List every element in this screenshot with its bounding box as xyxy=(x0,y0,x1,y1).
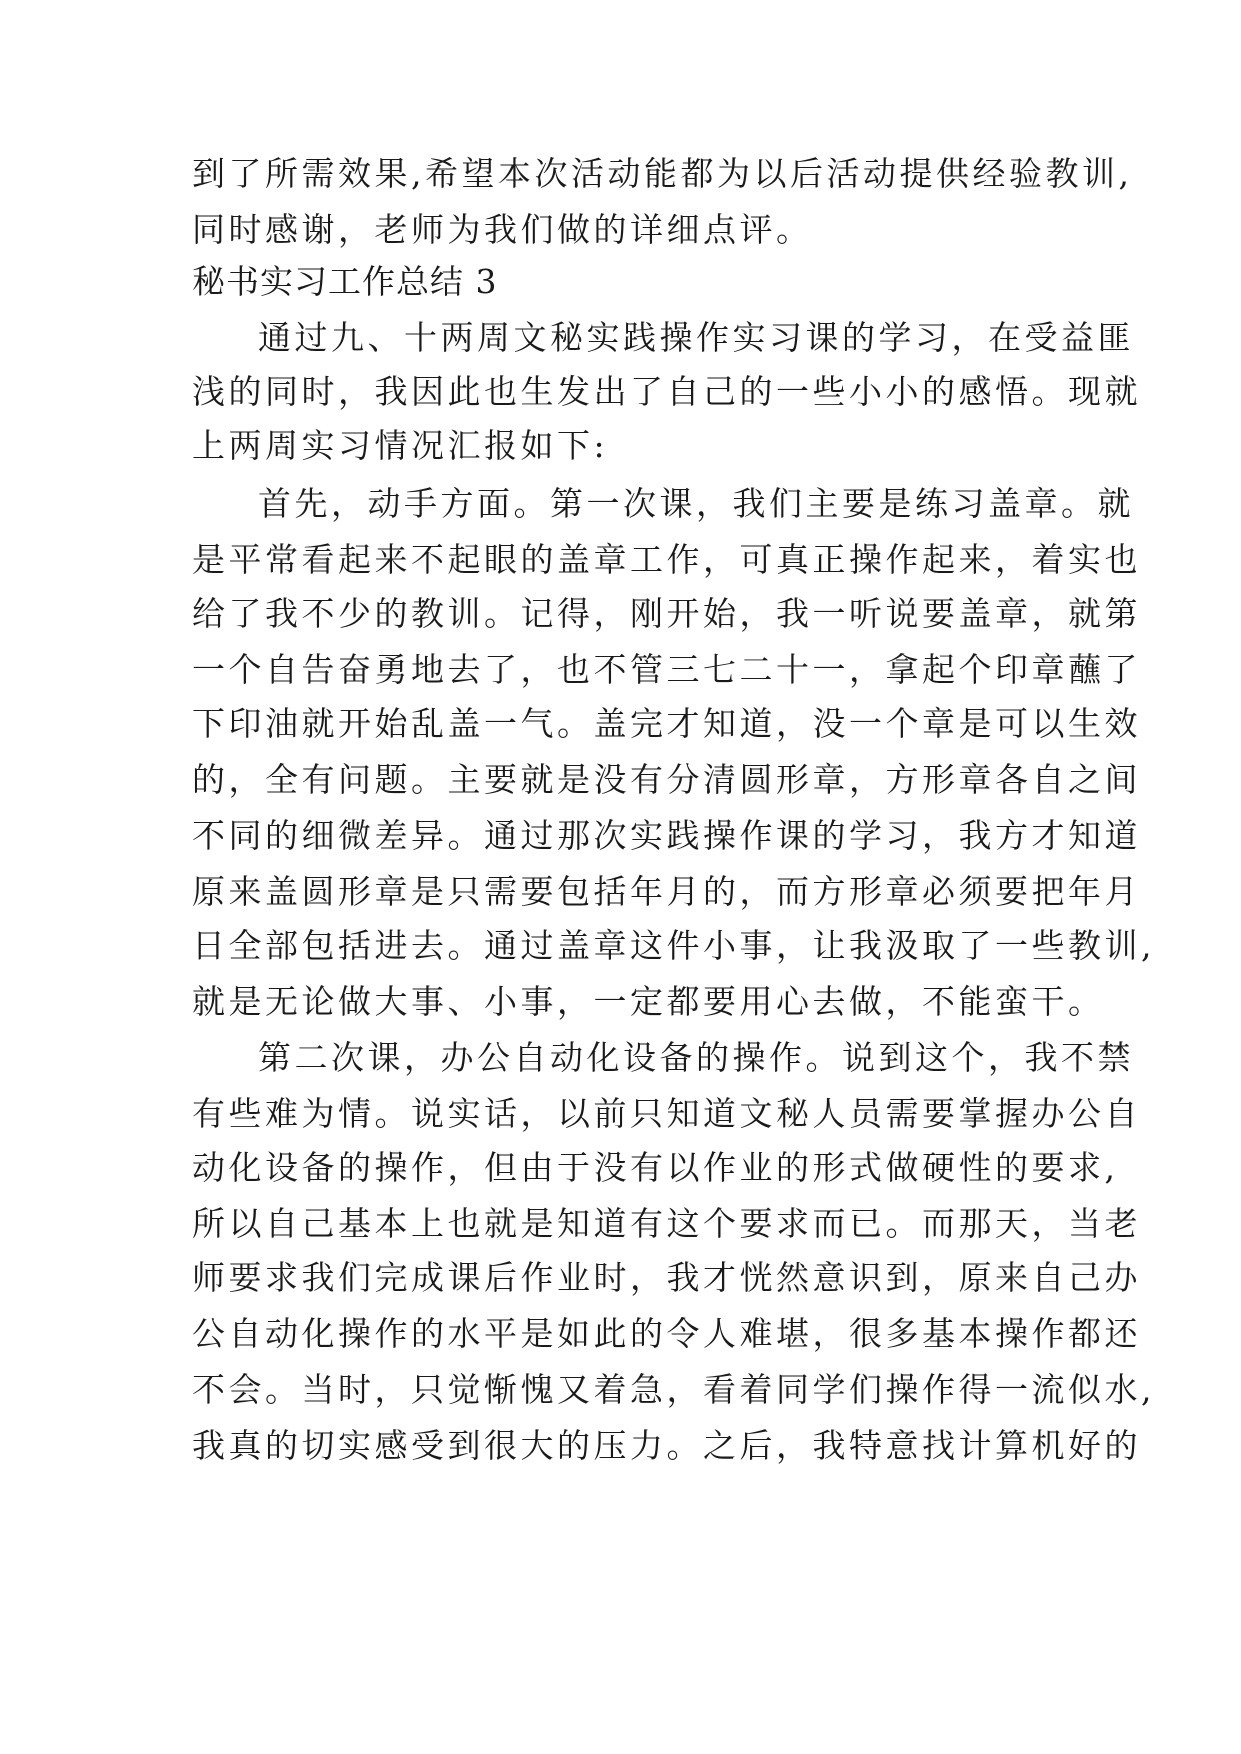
paragraph2-line-7: 不同的细微差异。通过那次实践操作课的学习，我方才知道 xyxy=(192,816,1141,855)
paragraph2-line-1: 首先，动手方面。第一次课，我们主要是练习盖章。就 xyxy=(258,484,1134,523)
section-heading: 秘书实习工作总结 3 xyxy=(192,262,498,301)
paragraph1-line-1: 通过九、十两周文秘实践操作实习课的学习，在受益匪 xyxy=(258,318,1134,357)
paragraph3-line-5: 师要求我们完成课后作业时，我才恍然意识到，原来自己办 xyxy=(192,1258,1141,1297)
intro-line-1: 到了所需效果,希望本次活动能都为以后活动提供经验教训, xyxy=(192,154,1133,193)
paragraph3-line-1: 第二次课，办公自动化设备的操作。说到这个，我不禁 xyxy=(258,1038,1134,1077)
paragraph2-line-3: 给了我不少的教训。记得，刚开始，我一听说要盖章，就第 xyxy=(192,594,1141,633)
paragraph3-line-4: 所以自己基本上也就是知道有这个要求而已。而那天，当老 xyxy=(192,1204,1141,1243)
paragraph2-line-4: 一个自告奋勇地去了，也不管三七二十一，拿起个印章蘸了 xyxy=(192,650,1141,689)
paragraph3-line-2: 有些难为情。说实话，以前只知道文秘人员需要掌握办公自 xyxy=(192,1094,1141,1133)
paragraph2-line-2: 是平常看起来不起眼的盖章工作，可真正操作起来，着实也 xyxy=(192,540,1141,579)
paragraph1-line-2: 浅的同时，我因此也生发出了自己的一些小小的感悟。现就 xyxy=(192,372,1141,411)
paragraph3-line-7: 不会。当时，只觉惭愧又着急，看着同学们操作得一流似水, xyxy=(192,1370,1155,1409)
paragraph3-line-3: 动化设备的操作，但由于没有以作业的形式做硬性的要求, xyxy=(192,1148,1119,1187)
paragraph3-line-8: 我真的切实感受到很大的压力。之后，我特意找计算机好的 xyxy=(192,1426,1141,1465)
intro-line-2: 同时感谢，老师为我们做的详细点评。 xyxy=(192,210,813,249)
paragraph2-line-5: 下印油就开始乱盖一气。盖完才知道，没一个章是可以生效 xyxy=(192,704,1141,743)
paragraph3-line-6: 公自动化操作的水平是如此的令人难堪，很多基本操作都还 xyxy=(192,1314,1141,1353)
paragraph2-line-9: 日全部包括进去。通过盖章这件小事，让我汲取了一些教训, xyxy=(192,926,1155,965)
paragraph2-line-8: 原来盖圆形章是只需要包括年月的，而方形章必须要把年月 xyxy=(192,872,1141,911)
paragraph2-line-6: 的，全有问题。主要就是没有分清圆形章，方形章各自之间 xyxy=(192,760,1141,799)
paragraph2-line-10: 就是无论做大事、小事，一定都要用心去做，不能蛮干。 xyxy=(192,982,1105,1021)
paragraph1-line-3: 上两周实习情况汇报如下: xyxy=(192,426,609,465)
